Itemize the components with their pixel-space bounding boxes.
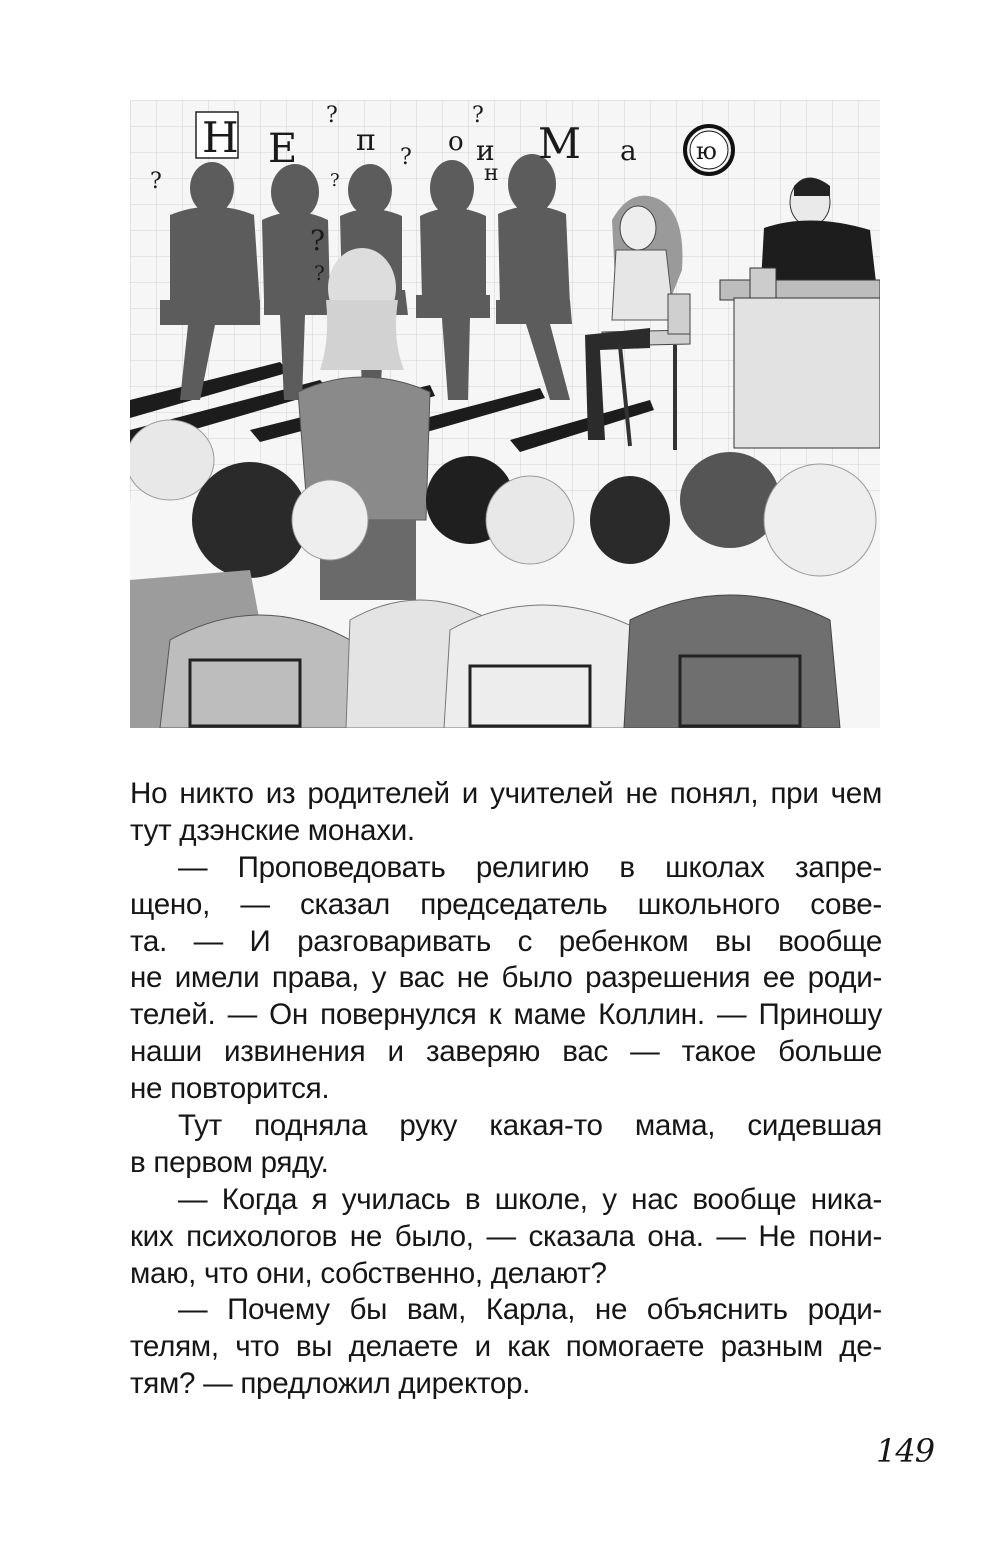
letter-6: н — [484, 161, 499, 186]
question-mark-3: ? — [330, 170, 340, 191]
letter-2: Е — [268, 126, 298, 172]
text-line: та. — И разговаривать с ребенком вы вообще — [130, 924, 882, 958]
letter-3: п — [356, 123, 376, 158]
letter-8: а — [620, 134, 637, 167]
text-line: не повторится. — [130, 1072, 330, 1106]
text-line: в первом ряду. — [130, 1145, 329, 1179]
letter-1: Н — [202, 113, 239, 162]
text-line: Но никто из родителей и учителей не понял, при чем — [130, 777, 882, 810]
letter-4: о — [448, 127, 464, 157]
text-line: — Когда я училась в школе, у нас вообще ника- — [178, 1182, 882, 1216]
text-line: не имели права, у вас не было разрешения ее роди- — [130, 961, 882, 995]
question-mark-7: ? — [314, 261, 325, 285]
letter-9: ю — [696, 137, 717, 165]
page-number: 149 — [876, 1432, 935, 1470]
illustration — [130, 100, 880, 728]
classroom-scene — [130, 100, 880, 728]
text-line: — Проповедовать религию в школах запре- — [178, 850, 882, 884]
text-line: маю, что они, собственно, делают? — [130, 1256, 607, 1290]
text-line: телям, что вы делаете и как помогаете разным де- — [130, 1330, 882, 1364]
text-line: тут дзэнские монахи. — [130, 813, 415, 847]
letter-7: М — [538, 119, 582, 168]
text-line: щено, — сказал председатель школьного сове- — [130, 887, 882, 921]
text-line: телей. — Он повернулся к маме Коллин. — Приношу — [130, 998, 882, 1032]
text-line: Тут подняла руку какая-то мама, сидевшая — [178, 1109, 882, 1143]
body-text — [130, 776, 882, 1403]
question-mark-2: ? — [326, 103, 338, 128]
question-mark-1: ? — [150, 169, 162, 194]
text-line: — Почему бы вам, Карла, не объяснить роди- — [178, 1293, 882, 1327]
letter-5: и — [476, 134, 495, 167]
text-line: тям? — предложил директор. — [130, 1367, 531, 1401]
question-mark-6: ? — [310, 224, 326, 257]
text-line: ких психологов не было, — сказала она. — Не пони- — [130, 1219, 882, 1253]
question-mark-5: ? — [472, 103, 484, 128]
question-mark-4: ? — [400, 145, 412, 170]
text-line: наши извинения и заверяю вас — такое больше — [130, 1035, 882, 1069]
